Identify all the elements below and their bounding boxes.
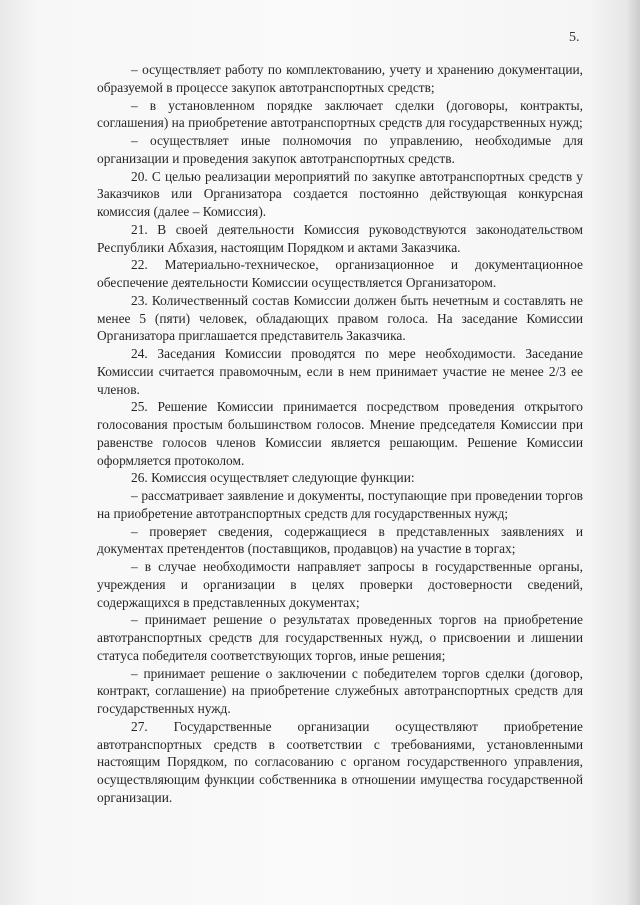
page-edge-shadow bbox=[626, 0, 640, 905]
list-item: – принимает решение о заключении с победителем торгов сделки (договор, контракт, соглашение) на приобретение служебных автотранспортных средств для государственных нужд. bbox=[97, 665, 583, 716]
clause-24: 24. Заседания Комиссии проводятся по мере необходимости. Заседание Комиссии считается правомочным, если в нем принимает участие не менее 2/3 ее членов. bbox=[97, 346, 583, 397]
list-item: – принимает решение о результатах проведенных торгов на приобретение автотранспортных средств для государственных нужд, о присвоении и лишении статуса победителя соответствующих торгов, иные решения; bbox=[97, 612, 583, 663]
clause-26: 26. Комиссия осуществляет следующие функции: bbox=[131, 470, 415, 486]
clause-21: 21. В своей деятельности Комиссия руководствуются законодательством Республики Абхазия, настоящим Порядком и актами Заказчика. bbox=[97, 221, 583, 255]
list-item: – осуществляет работу по комплектованию, учету и хранению документации, образуемой в процессе закупок автотранспортных средств; bbox=[97, 62, 583, 95]
clause-25: 25. Решение Комиссии принимается посредством проведения открытого голосования простым большинством голосов. Мнение председателя Комиссии при равенстве голосов членов Комиссии является решающим. Решение Комиссии оформляется протоколом. bbox=[97, 399, 583, 468]
page-number: 5. bbox=[569, 30, 580, 45]
clause-20: 20. С целью реализации мероприятий по закупке автотранспортных средств у Заказчиков или Организатора создается постоянно действующая конкурсная комиссия (далее – Комиссия). bbox=[97, 168, 583, 219]
clause-27: 27. Государственные организации осуществляют приобретение автотранспортных средств в соответствии с требованиями, установленными настоящим Порядком, по согласованию с органом государственного управления, осуществляющим функции собственника в отношении имущества государственной организации. bbox=[97, 718, 583, 805]
clause-23: 23. Количественный состав Комиссии должен быть нечетным и составлять не менее 5 (пяти) человек, обладающих правом голоса. На заседание Комиссии Организатора приглашается представитель Заказчика. bbox=[97, 292, 583, 344]
document-body bbox=[97, 61, 583, 807]
list-item: – проверяет сведения, содержащиеся в представленных заявлениях и документах претендентов (поставщиков, продавцов) на участие в торгах; bbox=[97, 523, 583, 557]
list-item: – в случае необходимости направляет запросы в государственные органы, учреждения и организации в целях проверки достоверности сведений, содержащихся в представленных документах; bbox=[97, 559, 583, 610]
clause-22: 22. Материально-техническое, организационное и документационное обеспечение деятельности Комиссии осуществляется Организатором. bbox=[97, 257, 583, 290]
list-item: – в установленном порядке заключает сделки (договоры, контракты, соглашения) на приобретение автотранспортных средств для государственных нужд; bbox=[97, 97, 583, 131]
list-item: – осуществляет иные полномочия по управлению, необходимые для организации и проведения закупок автотранспортных средств. bbox=[97, 133, 583, 166]
list-item: – рассматривает заявление и документы, поступающие при проведении торгов на приобретение автотранспортных средств для государственных нужд; bbox=[97, 488, 583, 521]
